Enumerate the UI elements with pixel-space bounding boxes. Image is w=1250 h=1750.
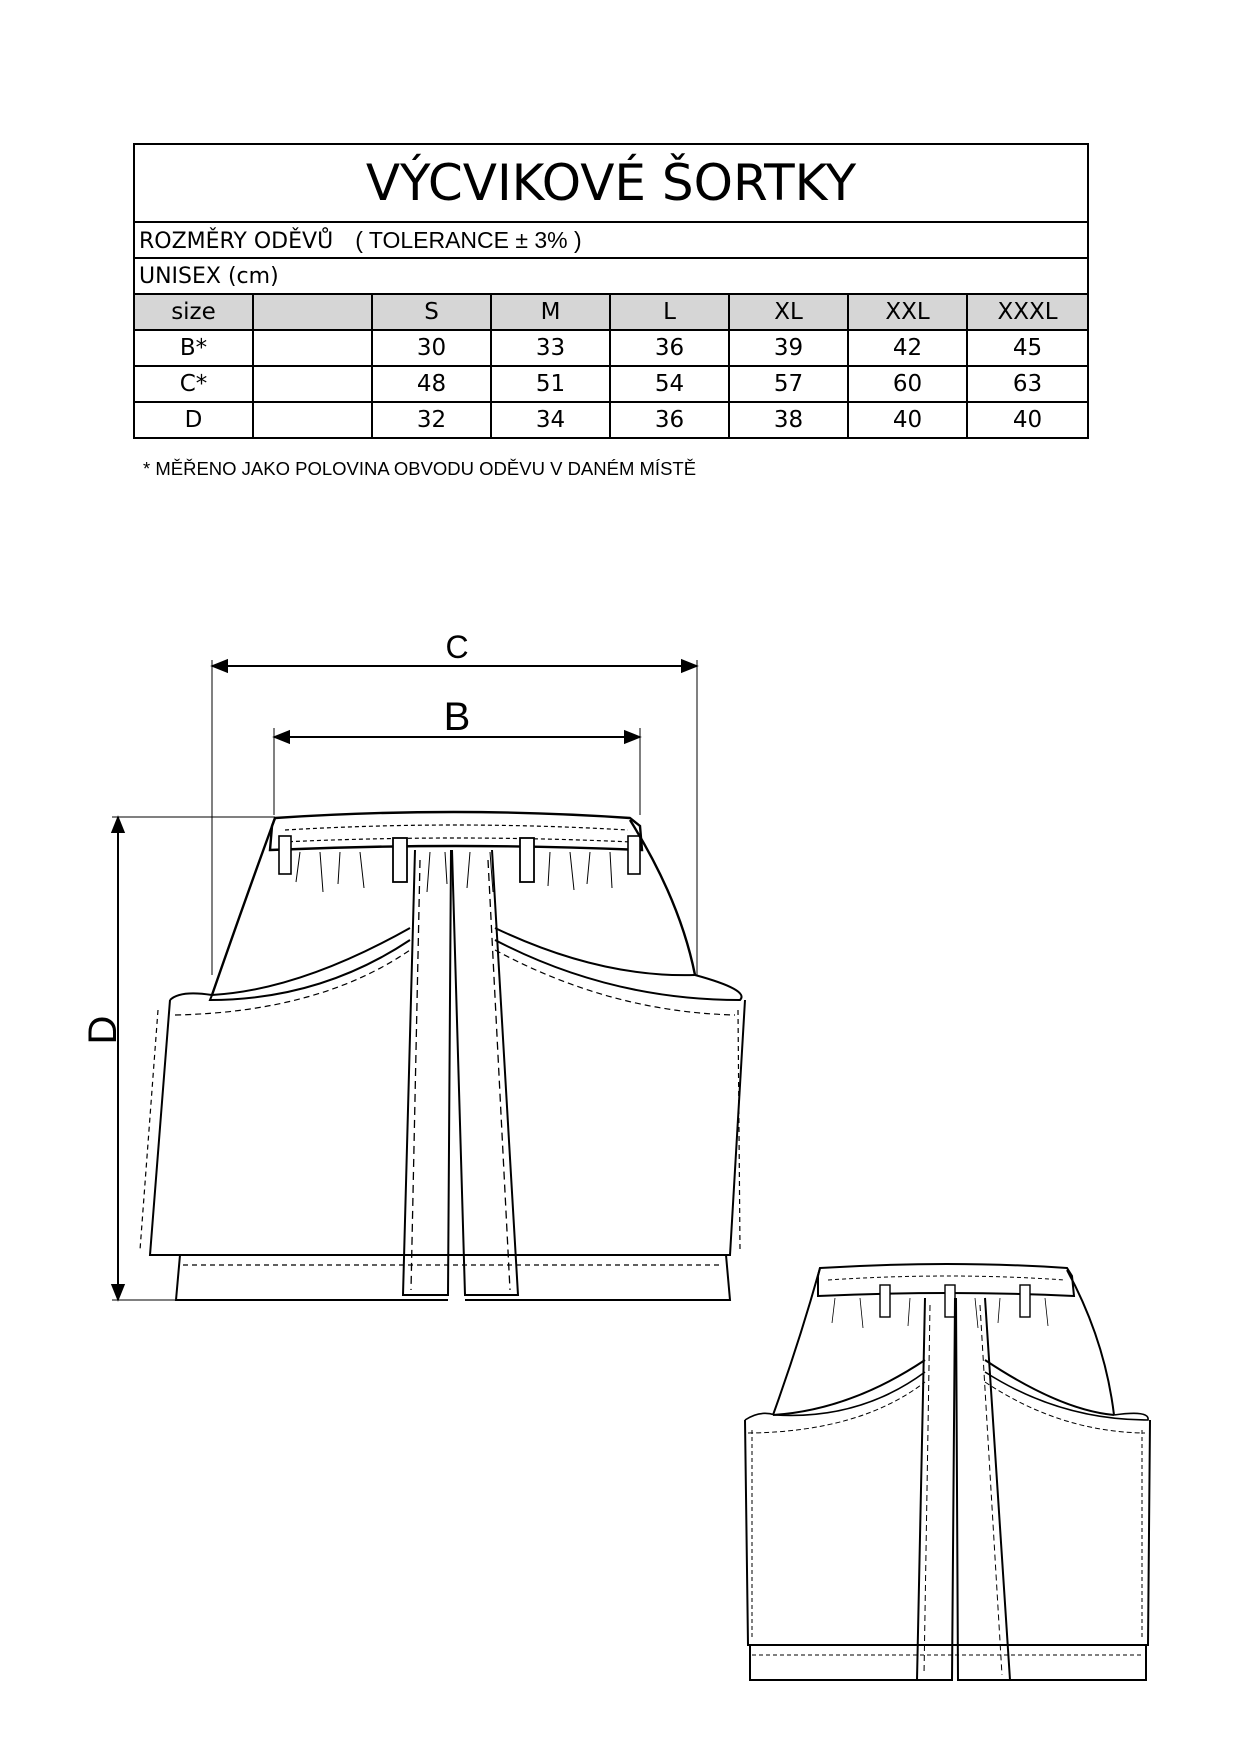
size-column-header: XXL [848,294,967,330]
footnote: * MĚŘENO JAKO POLOVINA OBVODU ODĚVU V DANÉM MÍSTĚ [143,458,697,479]
table-title: VÝCVIKOVÉ ŠORTKY [134,144,1088,222]
table-cell: 40 [967,402,1088,438]
table-cell: 38 [729,402,848,438]
table-cell: 33 [491,330,610,366]
table-cell: 42 [848,330,967,366]
shorts-front-small [745,1264,1150,1680]
size-column-header: S [372,294,491,330]
dimension-d-label: D [81,1015,125,1045]
table-cell: 45 [967,330,1088,366]
size-column-header: XL [729,294,848,330]
table-cell: 54 [610,366,729,402]
table-cell: 48 [372,366,491,402]
table-cell: 36 [610,330,729,366]
table-cell: 51 [491,366,610,402]
shorts-front-large [140,812,745,1300]
size-column-header: XXXL [967,294,1088,330]
table-cell: 34 [491,402,610,438]
dimensions-label: ROZMĚRY ODĚVŮ [139,228,334,254]
row-label: C* [134,366,253,402]
table-cell: 36 [610,402,729,438]
table-cell: 57 [729,366,848,402]
size-column-header: L [610,294,729,330]
table-cell: 39 [729,330,848,366]
table-cell: 32 [372,402,491,438]
table-cell: 30 [372,330,491,366]
table-cell: 60 [848,366,967,402]
size-column-header: M [491,294,610,330]
table-cell: 40 [848,402,967,438]
dimension-b [274,695,640,815]
size-header: size [134,294,253,330]
dimension-d [81,817,275,1300]
row-label: B* [134,330,253,366]
tolerance-label: ( TOLERANCE ± 3% ) [355,226,582,253]
row-label: D [134,402,253,438]
dimension-c-label: C [445,629,469,665]
unit-label: UNISEX (cm) [134,258,1088,294]
dimension-b-label: B [443,695,471,739]
table-cell: 63 [967,366,1088,402]
